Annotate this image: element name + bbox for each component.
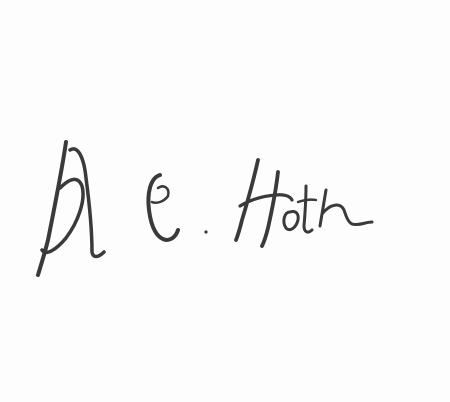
signature-stroke-t xyxy=(304,186,312,232)
signature-stroke-l xyxy=(70,149,104,257)
signature-stroke-c xyxy=(148,175,178,240)
signature-stroke-h-right xyxy=(262,172,278,246)
signature-stroke-o xyxy=(284,211,298,229)
signature-stroke-c-inner xyxy=(152,186,168,202)
signature-stroke-h2 xyxy=(320,190,372,226)
signature-stroke-d xyxy=(38,142,66,275)
signature-dot xyxy=(204,230,207,233)
